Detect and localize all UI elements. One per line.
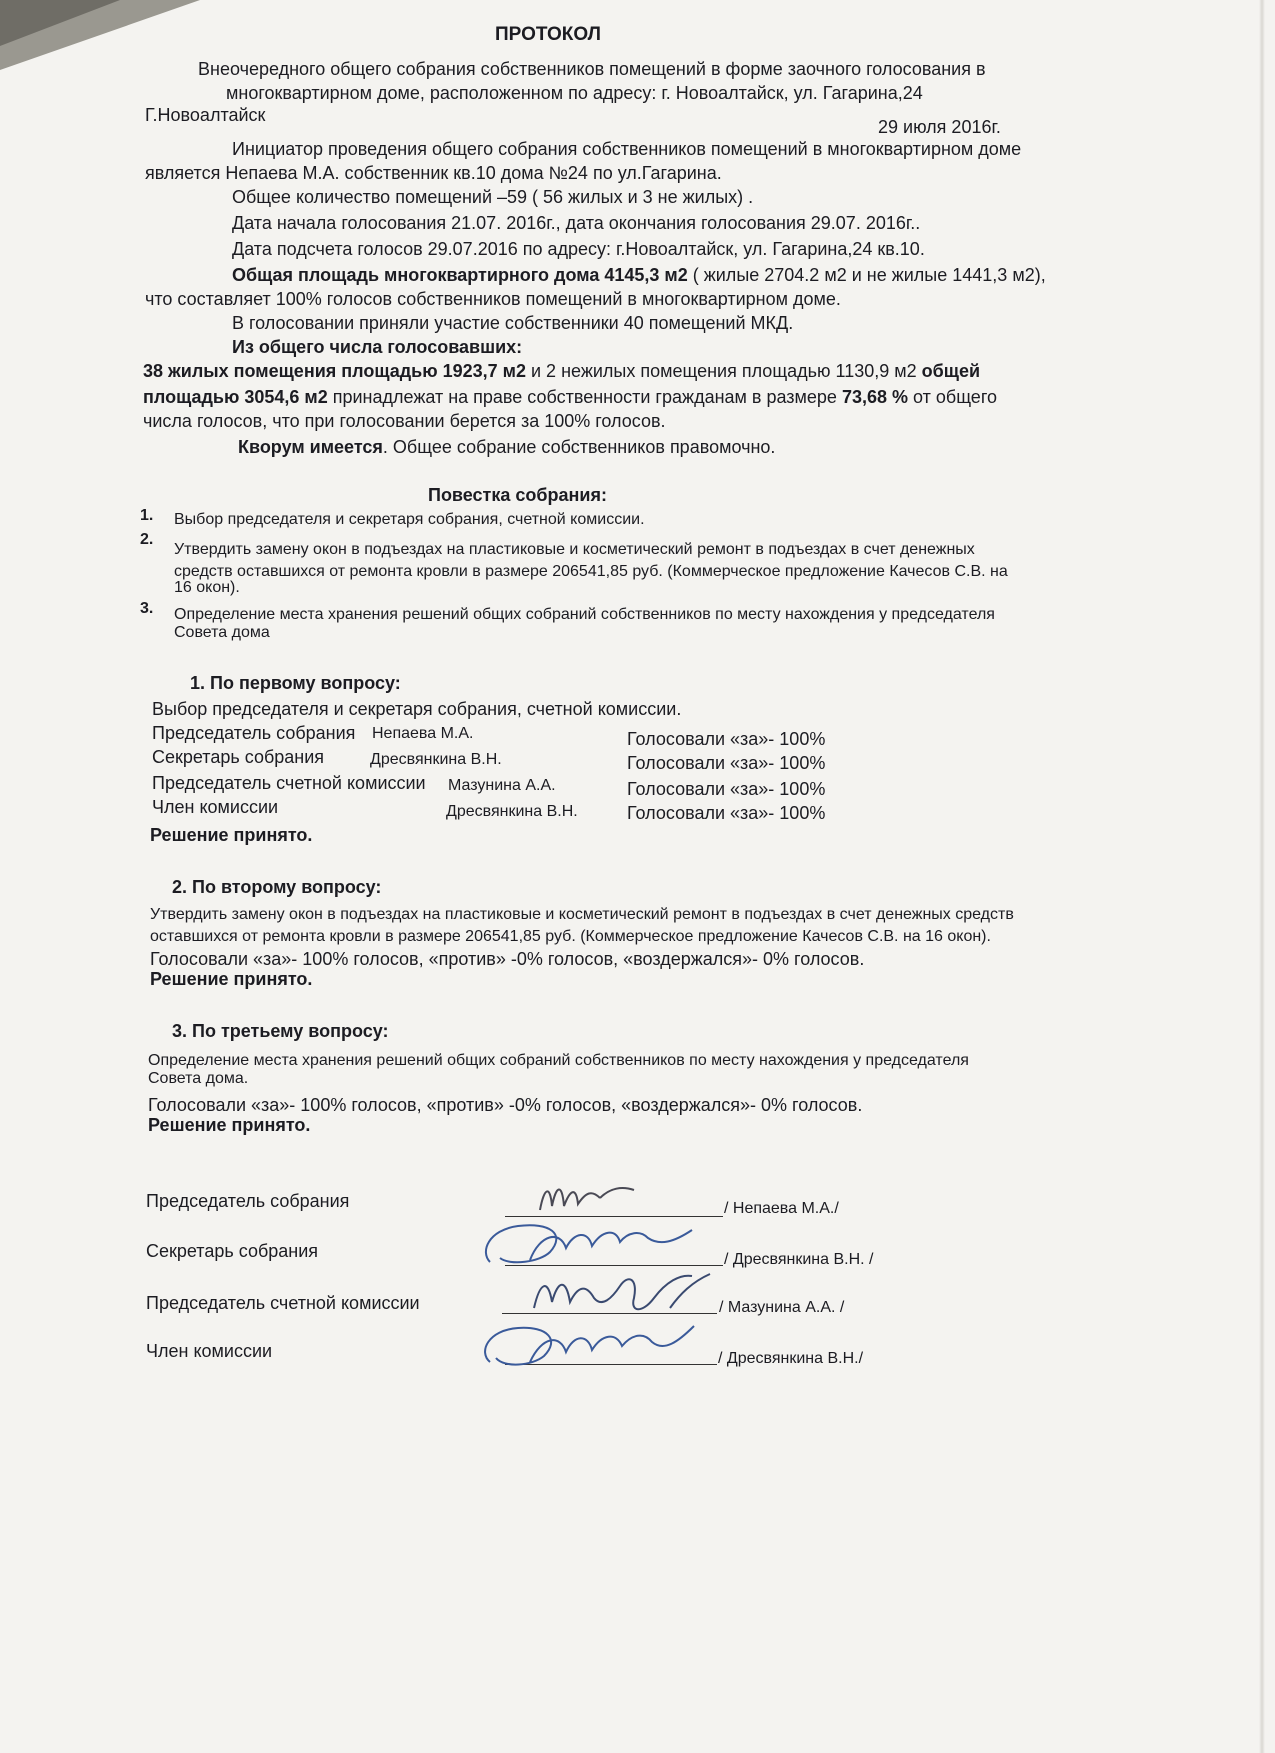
owned-area-end: от общего [908, 387, 997, 407]
total-area-line [232, 264, 1046, 286]
q1-row-2-vote: Голосовали «за»- 100% [627, 753, 826, 773]
votes-line: числа голосов, что при голосовании берется за 100% голосов. [143, 411, 666, 431]
handwritten-signature-member [468, 1316, 700, 1374]
q1-row-4-role: Член комиссии [152, 797, 279, 817]
agenda-item-3-num: 3. [140, 600, 154, 617]
residential-mid: и 2 нежилых помещения площадью 1130,9 м2 [526, 361, 922, 381]
sign-name-chairman: / Непаева М.А./ [724, 1200, 839, 1217]
page-edge [1259, 0, 1265, 1753]
agenda-item-3-line2: Совета дома [174, 624, 270, 641]
quorum-bold: Кворум имеется [238, 437, 383, 457]
sign-name-counting-chair: / Мазунина А.А. / [719, 1299, 845, 1316]
sign-name-secretary: / Дресвянкина В.Н. / [724, 1251, 874, 1268]
q3-text-line1: Определение места хранения решений общих собраний собственников по месту нахождения у председателя [148, 1052, 969, 1069]
q2-title: 2. По второму вопросу: [172, 877, 382, 897]
of-total-heading: Из общего числа голосовавших: [232, 337, 523, 357]
sign-role-counting-chair: Председатель счетной комиссии [146, 1293, 420, 1313]
q1-row-2-name: Дресвянкина В.Н. [370, 751, 502, 768]
q3-decision: Решение принято. [148, 1115, 311, 1135]
q2-votes: Голосовали «за»- 100% голосов, «против» -0% голосов, «воздержался»- 0% голосов. [150, 949, 865, 969]
q1-row-4-name: Дресвянкина В.Н. [446, 803, 578, 820]
owned-area-bold: площадью 3054,6 м2 [143, 387, 328, 407]
residential-line [143, 360, 980, 382]
q1-row-1-vote: Голосовали «за»- 100% [627, 729, 826, 749]
count-date: Дата подсчета голосов 29.07.2016 по адресу: г.Новоалтайск, ул. Гагарина,24 кв.10. [232, 239, 925, 259]
quorum-line [238, 436, 775, 458]
participants: В голосовании приняли участие собственники 40 помещений МКД. [232, 313, 794, 333]
q2-text-line1: Утвердить замену окон в подъездах на пластиковые и косметический ремонт в подъездах в счет денежных средств [150, 906, 1014, 923]
agenda-item-3-line1: Определение места хранения решений общих собраний собственников по месту нахождения у председателя [174, 606, 995, 623]
agenda-item-2-line2: средств оставшихся от ремонта кровли в размере 206541,85 руб. (Коммерческое предложение Качесов С.В. на [174, 563, 1008, 580]
q2-decision: Решение принято. [150, 969, 313, 989]
folded-corner-shadow [0, 0, 120, 46]
document-subtitle-line1: Внеочередного общего собрания собственников помещений в форме заочного голосования в [198, 59, 986, 79]
q1-row-1-role: Председатель собрания [152, 723, 356, 743]
agenda-item-2-line1: Утвердить замену окон в подъездах на пластиковые и косметический ремонт в подъездах в счет денежных [174, 541, 975, 558]
document-title: ПРОТОКОЛ [495, 24, 602, 45]
residential-bold: 38 жилых помещения площадью 1923,7 м2 [143, 361, 526, 381]
vote-dates: Дата начала голосования 21.07. 2016г., дата окончания голосования 29.07. 2016г.. [232, 213, 921, 233]
sign-role-secretary: Секретарь собрания [146, 1241, 319, 1261]
q1-row-3-role: Председатель счетной комиссии [152, 773, 426, 793]
initiator-line2: является Непаева М.А. собственник кв.10 дома №24 по ул.Гагарина. [145, 163, 722, 183]
sign-name-member: / Дресвянкина В.Н./ [718, 1350, 864, 1367]
total-area-rest: ( жилые 2704.2 м2 и не жилые 1441,3 м2), [687, 265, 1046, 285]
document-subtitle-line2: многоквартирном доме, расположенном по адресу: г. Новоалтайск, ул. Гагарина,24 [226, 83, 923, 103]
q1-row-4-vote: Голосовали «за»- 100% [627, 803, 826, 823]
total-owned-area-line [143, 386, 997, 408]
q1-decision: Решение принято. [150, 825, 313, 845]
q2-text-line2: оставшихся от ремонта кровли в размере 206541,85 руб. (Коммерческое предложение Качесов С.В. на 16 окон). [150, 928, 991, 945]
q3-title: 3. По третьему вопросу: [172, 1021, 389, 1041]
document-date: 29 июля 2016г. [878, 117, 1001, 137]
q3-votes: Голосовали «за»- 100% голосов, «против» -0% голосов, «воздержался»- 0% голосов. [148, 1095, 863, 1115]
sign-role-member: Член комиссии [146, 1341, 273, 1361]
agenda-item-1-num: 1. [140, 507, 154, 524]
handwritten-signature-secretary [470, 1212, 700, 1274]
q3-text-line2: Совета дома. [148, 1070, 249, 1087]
city: Г.Новоалтайск [145, 105, 266, 125]
q1-row-2-role: Секретарь собрания [152, 747, 325, 767]
agenda-item-2-num: 2. [140, 531, 154, 548]
initiator-line1: Инициатор проведения общего собрания собственников помещений в многоквартирном доме [232, 139, 1022, 159]
residential-bold2: общей [921, 361, 981, 381]
q1-row-1-name: Непаева М.А. [372, 725, 474, 742]
q1-text: Выбор председателя и секретаря собрания, счетной комиссии. [152, 699, 682, 719]
agenda-item-2-line3: 16 окон). [174, 579, 240, 596]
agenda-title: Повестка собрания: [428, 485, 607, 505]
total-area-bold: Общая площадь многоквартирного дома 4145,3 м2 [232, 265, 688, 285]
q1-row-3-name: Мазунина А.А. [448, 777, 556, 794]
quorum-rest: . Общее собрание собственников правомочно. [382, 437, 776, 457]
owned-percent: 73,68 % [841, 387, 909, 407]
agenda-item-1: Выбор председателя и секретаря собрания, счетной комиссии. [174, 511, 645, 528]
q1-title: 1. По первому вопросу: [190, 673, 401, 693]
handwritten-signature-counting-chair [520, 1268, 720, 1320]
q1-row-3-vote: Голосовали «за»- 100% [627, 779, 826, 799]
total-area-line2: что составляет 100% голосов собственников помещений в многоквартирном доме. [145, 289, 841, 309]
total-premises: Общее количество помещений –59 ( 56 жилых и 3 не жилых) . [232, 187, 754, 207]
sign-role-chairman: Председатель собрания [146, 1191, 350, 1211]
owned-area-rest: принадлежат на праве собственности гражданам в размере [327, 387, 842, 407]
